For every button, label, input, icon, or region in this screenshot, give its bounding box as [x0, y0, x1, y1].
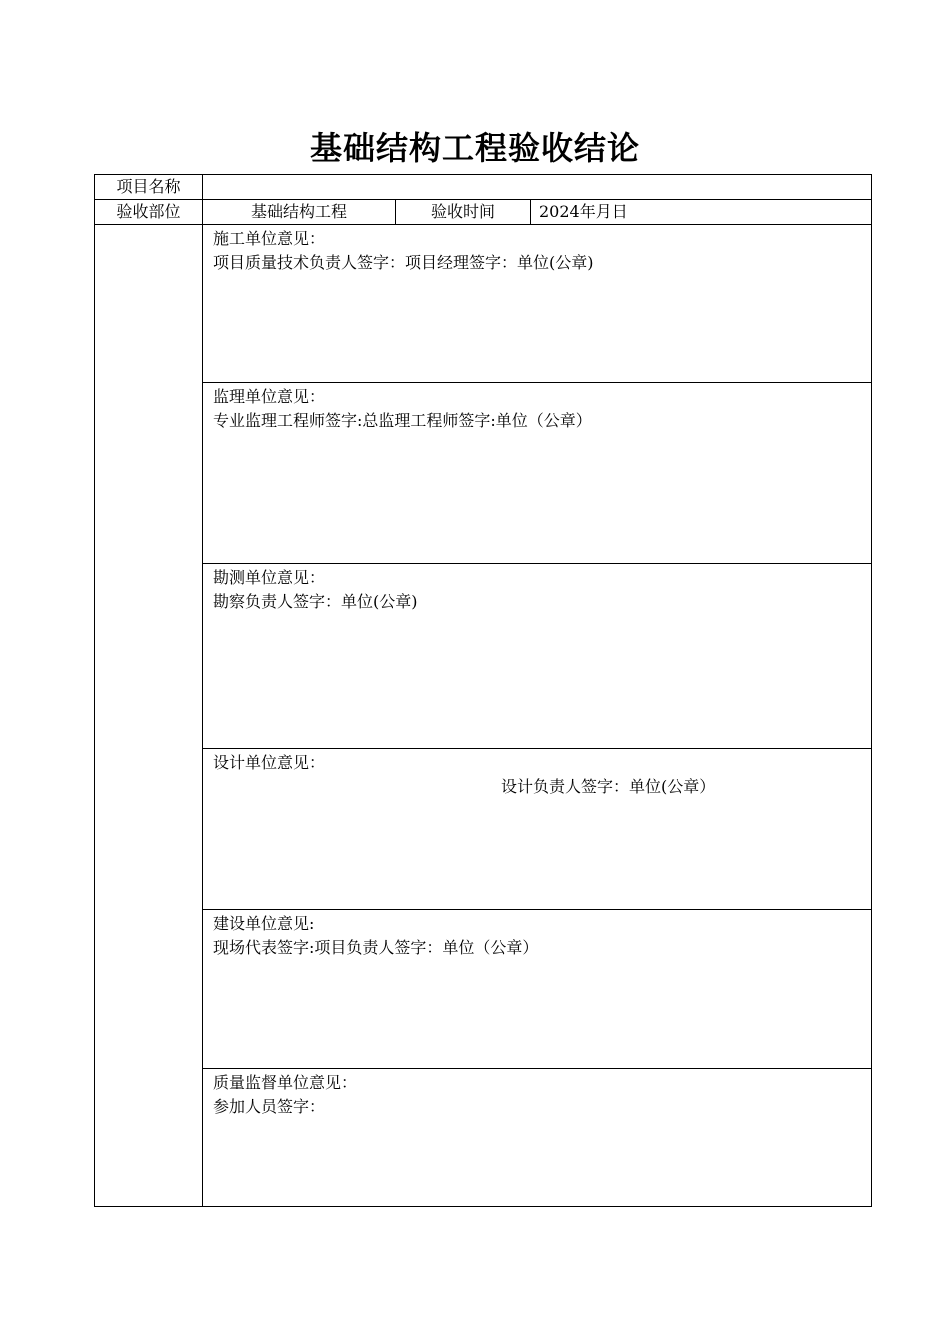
- opinion-row-supervision: [95, 383, 872, 564]
- opinion-row-design: [95, 749, 872, 910]
- left-blank-column: [95, 225, 203, 1207]
- acceptance-time-label: 验收时间: [396, 200, 531, 225]
- signature-line: 项目质量技术负责人签字：项目经理签字：单位(公章): [213, 253, 594, 272]
- signature-line: 勘察负责人签字：单位(公章): [213, 592, 418, 611]
- opinion-row-owner: [95, 910, 872, 1069]
- opinion-heading: 监理单位意见：: [213, 387, 326, 406]
- project-name-row: [95, 175, 872, 200]
- acceptance-form-table: [94, 174, 872, 1207]
- signature-line: 参加人员签字：: [213, 1097, 326, 1116]
- opinion-row-quality-supervision: [95, 1069, 872, 1207]
- opinion-heading: 建设单位意见:: [213, 914, 315, 933]
- opinion-heading: 设计单位意见：: [213, 753, 326, 772]
- construction-unit-opinion[interactable]: [203, 225, 872, 383]
- signature-line: 设计负责人签字：单位(公章）: [501, 777, 716, 796]
- signature-line: 专业监理工程师签字:总监理工程师签字:单位（公章）: [213, 411, 592, 430]
- acceptance-part-value[interactable]: 基础结构工程: [203, 200, 396, 225]
- acceptance-part-label: 验收部位: [95, 200, 203, 225]
- survey-unit-opinion[interactable]: [203, 564, 872, 749]
- signature-line: 现场代表签字:项目负责人签字：单位（公章）: [213, 938, 539, 957]
- opinion-heading: 质量监督单位意见：: [213, 1073, 358, 1092]
- opinion-row-survey: [95, 564, 872, 749]
- acceptance-time-value[interactable]: 2024年月日: [531, 200, 872, 225]
- document-title: 基础结构工程验收结论: [309, 129, 640, 167]
- opinion-row-construction: [95, 225, 872, 383]
- quality-supervision-opinion[interactable]: [203, 1069, 872, 1207]
- opinion-heading: 勘测单位意见：: [213, 568, 326, 587]
- project-name-value[interactable]: [203, 175, 872, 200]
- opinion-heading: 施工单位意见：: [213, 229, 326, 248]
- owner-unit-opinion[interactable]: [203, 910, 872, 1069]
- design-unit-opinion[interactable]: [203, 749, 872, 910]
- project-name-label: 项目名称: [95, 175, 203, 200]
- acceptance-part-row: [95, 200, 872, 225]
- supervision-unit-opinion[interactable]: [203, 383, 872, 564]
